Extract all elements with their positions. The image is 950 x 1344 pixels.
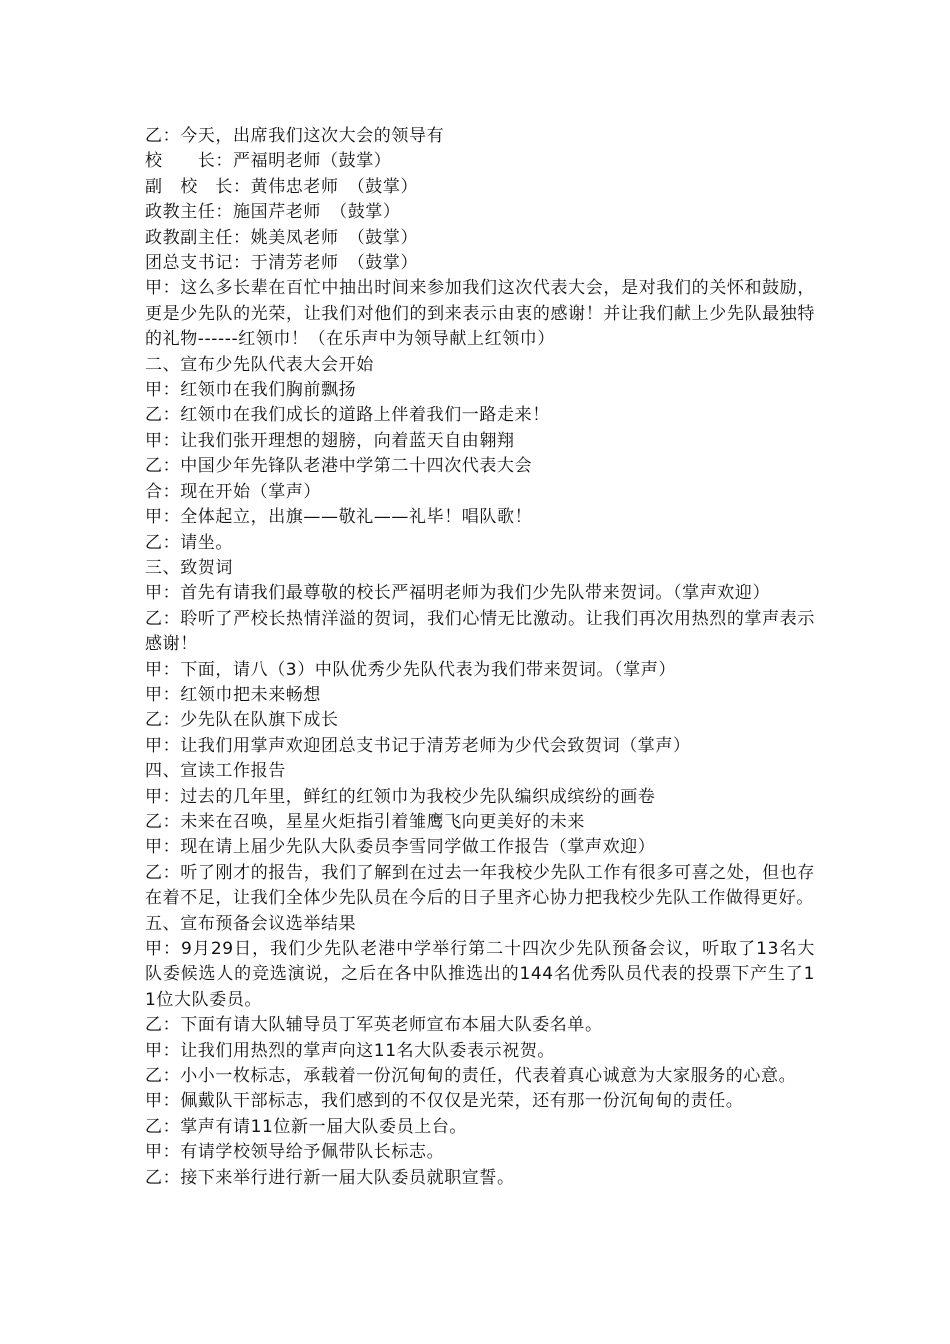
text-line: 乙：掌声有请11位新一届大队委员上台。 xyxy=(145,1116,468,1137)
text-line: 甲：红领巾在我们胸前飘扬 xyxy=(145,380,357,401)
text-line: 乙：下面有请大队辅导员丁军英老师宣布本届大队委名单。 xyxy=(145,1015,603,1036)
text-line: 甲：过去的几年里，鲜红的红领巾为我校少先队编织成缤纷的画卷 xyxy=(145,786,656,807)
text-line: 乙：红领巾在我们成长的道路上伴着我们一路走来！ xyxy=(145,405,550,426)
section-heading: 三、致贺词 xyxy=(145,557,233,578)
text-line: 甲：让我们用掌声欢迎团总支书记于清芳老师为少代会致贺词（掌声） xyxy=(145,735,691,756)
text-line: 甲：首先有请我们最尊敬的校长严福明老师为我们少先队带来贺词。（掌声欢迎） xyxy=(145,583,771,604)
text-line: 政教副主任：姚美凤老师 （鼓掌） xyxy=(145,227,419,248)
text-paragraph: 甲：9月29日，我们少先队老港中学举行第二十四次少先队预备会议，听取了13名大队委候选人的竞选演说，之后在各中队推选出的144名优秀队员代表的投票下产生了11位大队委员。 xyxy=(145,939,815,1010)
text-paragraph: 乙：聆听了严校长热情洋溢的贺词，我们心情无比激动。让我们再次用热烈的掌声表示感谢！ xyxy=(145,608,815,655)
document-body xyxy=(145,124,815,1191)
text-line: 乙：未来在召唤，星星火炬指引着雏鹰飞向更美好的未来 xyxy=(145,811,585,832)
text-line: 甲：全体起立，出旗——敬礼——礼毕！唱队歌！ xyxy=(145,507,533,528)
text-line: 合：现在开始（掌声） xyxy=(145,481,321,502)
section-heading: 四、宣读工作报告 xyxy=(145,761,286,782)
text-line: 甲：佩戴队干部标志，我们感到的不仅仅是光荣，还有那一份沉甸甸的责任。 xyxy=(145,1091,744,1112)
text-line: 副 校 长：黄伟忠老师 （鼓掌） xyxy=(145,176,419,197)
text-line: 校 长：严福明老师（鼓掌） xyxy=(145,151,392,172)
text-line: 乙：中国少年先锋队老港中学第二十四次代表大会 xyxy=(145,456,533,477)
text-line: 乙：今天，出席我们这次大会的领导有 xyxy=(145,126,445,146)
text-line: 乙：接下来举行进行新一届大队委员就职宣誓。 xyxy=(145,1167,515,1188)
text-line: 甲：让我们用热烈的掌声向这11名大队委表示祝贺。 xyxy=(145,1040,556,1061)
text-paragraph: 乙：听了刚才的报告，我们了解到在过去一年我校少先队工作有很多可喜之处，但也存在着不足，让我们全体少先队员在今后的日子里齐心协力把我校少先队工作做得更好。 xyxy=(145,862,815,909)
text-line: 甲：下面，请八（3）中队优秀少先队代表为我们带来贺词。（掌声） xyxy=(145,659,676,680)
text-line: 甲：让我们张开理想的翅膀，向着蓝天自由翱翔 xyxy=(145,430,515,451)
text-line: 甲：现在请上届少先队大队委员李雪同学做工作报告（掌声欢迎） xyxy=(145,837,656,858)
text-line: 甲：有请学校领导给予佩带队长标志。 xyxy=(145,1142,445,1163)
text-line: 乙：请坐。 xyxy=(145,532,233,553)
text-paragraph: 甲：这么多长辈在百忙中抽出时间来参加我们这次代表大会，是对我们的关怀和鼓励，更是少先队的光荣，让我们对他们的到来表示由衷的感谢！并让我们献上少先队最独特的礼物------红领巾！（在乐声中为领导献上红领巾） xyxy=(145,278,815,350)
text-line: 政教主任：施国芹老师 （鼓掌） xyxy=(145,202,401,223)
section-heading: 五、宣布预备会议选举结果 xyxy=(145,913,357,934)
text-paragraph: 乙：小小一枚标志，承载着一份沉甸甸的责任，代表着真心诚意为大家服务的心意。 xyxy=(145,1066,797,1087)
text-line: 团总支书记：于清芳老师 （鼓掌） xyxy=(145,253,419,274)
text-line: 甲：红领巾把未来畅想 xyxy=(145,684,321,705)
section-heading: 二、宣布少先队代表大会开始 xyxy=(145,354,374,375)
text-line: 乙：少先队在队旗下成长 xyxy=(145,710,339,731)
